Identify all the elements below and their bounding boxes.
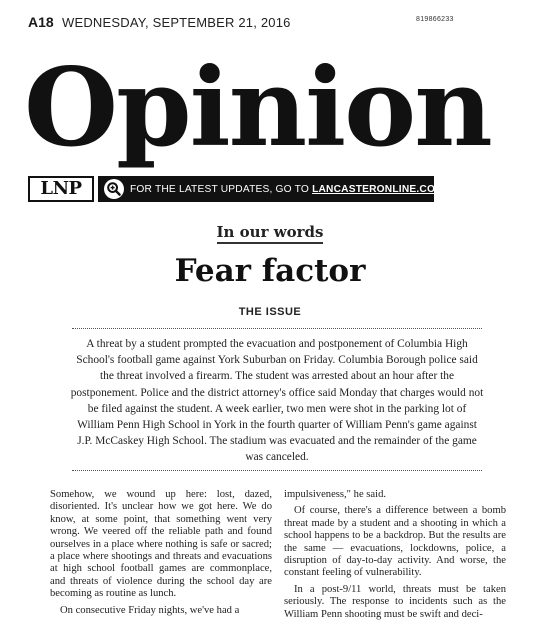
- article-column-left: [50, 489, 272, 621]
- article-paragraph: Of course, there's a difference between a bomb threat made by a student and a shooting in which a school happens to be a backdrop. But the results are the same — evacuations, lockdowns, police, a disruption of day-to-day activity. And worse, the constant feeling of vulnerability.: [284, 505, 506, 579]
- article-paragraph: impulsiveness," he said.: [284, 489, 387, 500]
- article-paragraph: On consecutive Friday nights, we've had a: [60, 604, 240, 616]
- issue-rule-top: [72, 328, 482, 329]
- kicker: [0, 222, 540, 244]
- promo-url-link[interactable]: LANCASTERONLINE.COM: [312, 183, 444, 195]
- issue-rule-bottom: [72, 470, 482, 471]
- kicker-label: In our words: [217, 223, 324, 244]
- section-title: Opinion: [24, 45, 491, 171]
- promo-bar: [28, 176, 444, 202]
- page-code: 819866233: [416, 16, 454, 23]
- article-paragraph: Somehow, we wound up here: lost, dazed, disoriented. It's unclear how we got here. We do know, at some point, that something went very wrong. We veered off the reliable path and found ourselves in a place where nothing is safe or sacred; a place where shootings and threats and evacuations at high school football games are commonplace, and threats of violence during the school day are becoming as routine as lunch.: [50, 489, 272, 600]
- promo-prefix: FOR THE LATEST UPDATES, GO TO: [130, 183, 313, 195]
- page-header: [0, 14, 540, 36]
- page-number: A18: [28, 14, 54, 30]
- issue-summary: A threat by a student prompted the evacuation and postponement of Columbia High School's football game against York Suburban on Friday. Columbia Borough police said the threat involved a firearm. The student was arrested about an hour after the postponement. Police and the district attorney's office said Monday that charges would not be filed against the student. A week earlier, two men were shot in the parking lot of William Penn High School in York in the fourth quarter of William Penn's game against J.P. McCaskey High School. The stadium was evacuated and the remainder of the game was canceled.: [70, 338, 484, 464]
- article-paragraph: In a post-9/11 world, threats must be taken seriously. The response to incidents such as the William Penn shooting must be swift and deci-: [284, 583, 506, 620]
- promo-banner[interactable]: [98, 176, 444, 202]
- issue-label: THE ISSUE: [238, 306, 302, 318]
- magnifier-icon: [103, 178, 125, 200]
- headline: Fear factor: [174, 253, 366, 289]
- article-column-right: [284, 489, 506, 625]
- promo-text: [130, 184, 444, 195]
- page-date: WEDNESDAY, SEPTEMBER 21, 2016: [62, 15, 291, 30]
- lnp-logo: LNP: [28, 176, 94, 202]
